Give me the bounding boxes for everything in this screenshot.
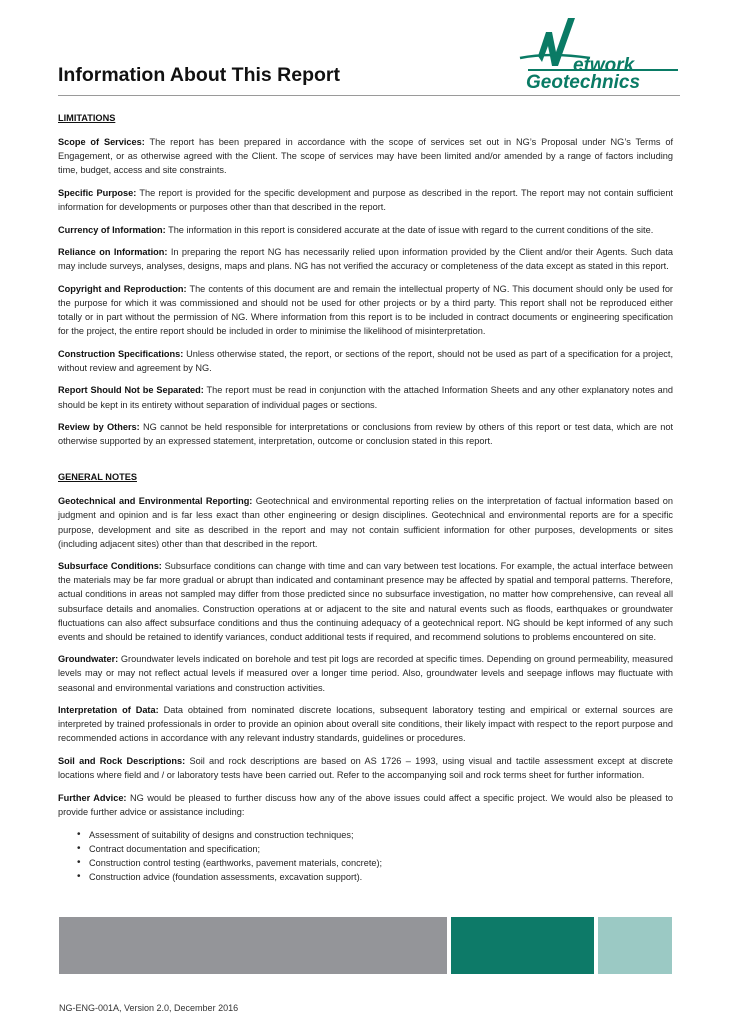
further-advice-list (58, 828, 673, 885)
para-term: Subsurface Conditions: (58, 561, 162, 572)
para-term: Soil and Rock Descriptions: (58, 755, 186, 766)
list-item: • Contract documentation and specification; (79, 842, 673, 856)
para-copyright-and-reproduction (58, 282, 673, 338)
footer-bar-teal (451, 917, 594, 974)
limitations-heading: LIMITATIONS (58, 113, 116, 123)
para-term: Currency of Information: (58, 224, 166, 235)
para-interpretation-of-data (58, 703, 673, 745)
para-geotechnical-reporting (58, 494, 673, 550)
para-text: Groundwater levels indicated on borehole and test pit logs are recorded at specific times. Depending on ground permeability, measured levels may or may not reflect actual levels if measured over a longer time period. Also, groundwater levels and seepage inflows may fluctuate with seasonal and environmental variations and construction activities. (58, 654, 673, 693)
para-text: NG would be pleased to further discuss how any of the above issues could affect a specific project. We would also be pleased to provide further advice or assistance including: (58, 792, 673, 817)
para-term: Report Should Not be Separated: (58, 385, 204, 396)
para-further-advice (58, 791, 673, 819)
footer-bar-grey (59, 917, 447, 974)
para-text: The report has been prepared in accordance with the scope of services set out in NG’s Proposal under NG’s Terms of Engagement, or as otherwise agreed with the Client. The scope of services may have been limited and/or amended by a range of factors including time, budget, access and site constraints. (58, 137, 673, 176)
network-geotechnics-logo (490, 12, 680, 93)
document-reference: NG-ENG-001A, Version 2.0, December 2016 (59, 1003, 239, 1013)
report-body (58, 111, 673, 885)
footer-bar-light-teal (598, 917, 672, 974)
para-text: NG cannot be held responsible for interpretations or conclusions from review by others of this report or test data, which are not otherwise supported by an expressed statement, interpretation, outcome or conclusion stated in this report. (58, 422, 673, 447)
para-term: Review by Others: (58, 422, 140, 433)
para-construction-specifications (58, 347, 673, 375)
list-item: • Construction advice (foundation assessments, excavation support). (79, 870, 673, 884)
logo-word-network: etwork (573, 55, 635, 76)
page-title: Information About This Report (58, 64, 340, 86)
para-text: The report is provided for the specific development and purpose as described in the report. The report may not contain sufficient information for developments or purposes other than that described in the report. (58, 187, 673, 212)
para-text: Subsurface conditions can change with time and can vary between test locations. For example, the actual interface between the materials may be far more gradual or abrupt than indicated and contaminant presence may be affected by spatial and temporal patterns. Therefore, actual conditions in areas not sampled may differ from those predicted since no subsurface investigation, no matter how comprehensive, can reveal all subsurface details and anomalies. Construction operations at or adjacent to the site and natural events such as floods, earthquakes or groundwater fluctuations can also affect subsurface conditions and thus the continuing adequacy of a geotechnical report. NG should be kept informed of any such events and should be retained to identify variances, conduct additional tests if required, and recommend solutions to problems encountered on site. (58, 561, 673, 642)
para-term: Groundwater: (58, 654, 119, 665)
general-notes-heading: GENERAL NOTES (58, 472, 137, 483)
para-term: Construction Specifications: (58, 348, 184, 359)
para-groundwater (58, 652, 673, 694)
para-text: Soil and rock descriptions are based on AS 1726 – 1993, using visual and tactile assessment except at discrete locations where field and / or laboratory tests have been carried out. Refer to the accompanying soil and rock terms sheet for further information. (58, 755, 673, 780)
para-text: The report must be read in conjunction with the attached Information Sheets and any other explanatory notes and should be kept in its entirety without separation of individual pages or sections. (58, 385, 673, 410)
page-header (58, 0, 680, 96)
para-text: Data obtained from nominated discrete locations, subsequent laboratory testing and empirical or external sources are interpreted by trained professionals in order to provide an opinion about overall site conditions, their likely impact with respect to the report purpose and recommended actions in accordance with any relevant industry standards, guidelines or procedures. (58, 705, 673, 744)
para-text: Unless otherwise stated, the report, or sections of the report, should not be used as part of a specification for a project, without review and agreement by NG. (58, 348, 673, 373)
para-term: Copyright and Reproduction: (58, 283, 187, 294)
para-specific-purpose (58, 186, 673, 214)
para-report-not-separated (58, 383, 673, 411)
para-term: Specific Purpose: (58, 187, 137, 198)
para-subsurface-conditions (58, 559, 673, 644)
para-term: Scope of Services: (58, 137, 145, 148)
para-term: Further Advice: (58, 792, 127, 803)
para-scope-of-services (58, 135, 673, 177)
para-review-by-others (58, 420, 673, 448)
para-term: Interpretation of Data: (58, 705, 159, 716)
logo-word-geotechnics: Geotechnics (526, 72, 641, 93)
list-item: • Assessment of suitability of designs and construction techniques; (79, 828, 673, 842)
list-item: • Construction control testing (earthworks, pavement materials, concrete); (79, 856, 673, 870)
para-text: In preparing the report NG has necessarily relied upon information provided by the Client and/or their Agents. Such data may include surveys, analyses, designs, maps and plans. NG has not verified the accuracy or completeness of the data except as stated in this report. (58, 247, 673, 272)
para-text: The information in this report is considered accurate at the date of issue with regard to the current conditions of the site. (165, 224, 654, 235)
para-soil-rock-descriptions (58, 754, 673, 782)
para-currency-of-information (58, 223, 673, 237)
para-text: Geotechnical and environmental reporting relies on the interpretation of factual information based on judgment and opinion and is far less exact than other engineering or design disciplines. Geotechnical and environmental reports are for a specific purpose, development and site as described in the report and may not contain sufficient information for other purposes, developments or sites (including adjacent sites) other than that described in the report. (58, 496, 673, 549)
para-text: The contents of this document are and remain the intellectual property of NG. This document should only be used for the purpose for which it was commissioned and should not be used for other projects or by a third party. This report shall not be reproduced either totally or in part without the permission of NG. Where information from this report is to be included in contract documents or engineering specification for the project, the entire report should be included in order to minimise the likelihood of misinterpretation. (58, 283, 673, 337)
para-reliance-on-information (58, 245, 673, 273)
para-term: Geotechnical and Environmental Reporting: (58, 496, 253, 507)
para-term: Reliance on Information: (58, 247, 168, 258)
